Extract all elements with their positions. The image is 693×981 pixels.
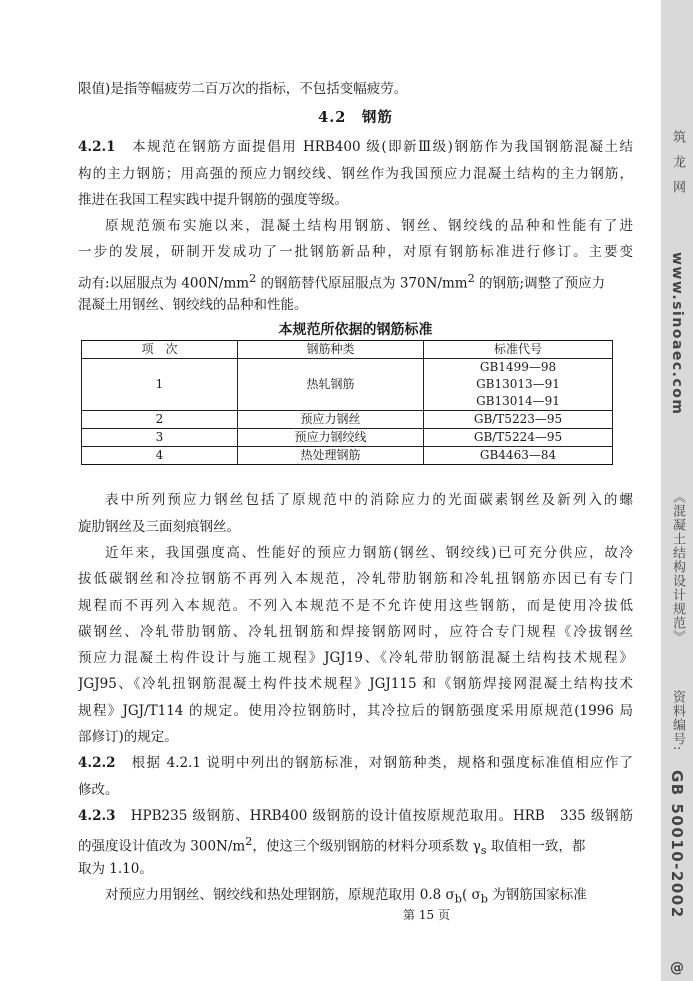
page-footer <box>0 906 693 923</box>
table-cell: 预应力钢丝 <box>238 411 424 429</box>
text-line: 旋肋钢丝及三面刻痕钢丝。 <box>78 518 240 535</box>
clause-number: 4.2.2 <box>78 755 116 772</box>
at-icon: @ <box>670 960 684 976</box>
text-line: 预应力混凝土构件设计与施工规程》JGJ19、《冷轧带肋钢筋混凝土结构技术规程》 <box>78 650 633 667</box>
table-cell: 预应力钢绞线 <box>238 429 424 447</box>
text-segment: 为钢筋国家标准 <box>487 886 587 903</box>
page-number: 第 15 页 <box>403 908 450 922</box>
table-cell: 2 <box>82 411 238 429</box>
watermark-sidebar <box>661 0 693 981</box>
clause-4-2-3 <box>78 803 633 829</box>
text-line-with-units <box>78 829 633 855</box>
text-line: 原规范颁布实施以来，混凝土结构用钢筋、钢丝、钢绞线的品种和性能有了进 <box>105 218 633 235</box>
text-line: 拔低碳钢丝和冷拉钢筋不再列入本规范，冷轧带肋钢筋和冷轧扭钢筋亦因已有专门 <box>78 571 633 588</box>
text-line: HPB235 级钢筋、HRB400 级钢筋的设计值按原规范取用。HRB 335 级钢筋 <box>130 807 633 824</box>
sidebar-ref-label: 资料编号: <box>670 690 685 752</box>
subscript: b <box>454 892 462 906</box>
subscript: s <box>480 844 487 856</box>
text-segment: 的钢筋替代原屈服点为 370N/mm <box>256 275 468 292</box>
table-row <box>82 429 613 447</box>
sidebar-ref-code: GB 50010-2002 <box>668 770 686 919</box>
text-line: 修改。 <box>78 781 119 798</box>
text-line: 本规范在钢筋方面提倡用 HRB400 级(即新Ⅲ级)钢筋作为我国钢筋混凝土结 <box>132 139 633 156</box>
text-segment: ，使这三个级别钢筋的材料分项系数 γ <box>252 838 481 855</box>
text-line: 推进在我国工程实践中提升钢筋的强度等级。 <box>78 191 348 208</box>
table-row <box>82 359 613 411</box>
text-line: 规程》JGJ/T114 的规定。使用冷拉钢筋时，其冷拉后的钢筋强度采用原规范(1996 局 <box>78 702 633 719</box>
table-cell <box>424 359 613 411</box>
text-line: 根据 4.2.1 说明中列出的钢筋标准，对钢筋种类，规格和强度标准值相应作了 <box>131 755 633 772</box>
sidebar-site-name: 筑 龙 网 <box>670 130 685 198</box>
standard-code: GB13014—91 <box>476 394 560 409</box>
table-cell: 4 <box>82 447 238 465</box>
clause-number: 4.2.3 <box>78 807 116 824</box>
superscript: 2 <box>467 271 475 285</box>
table-cell: 热处理钢筋 <box>238 447 424 465</box>
text-line: 构的主力钢筋；用高强的预应力钢绞线、钢丝作为我国预应力混凝土结构的主力钢筋， <box>78 165 633 182</box>
text-line: 限值)是指等幅疲劳二百万次的指标，不包括变幅疲劳。 <box>78 81 408 97</box>
column-header: 标准代号 <box>424 341 613 359</box>
text-line-with-units <box>78 266 633 292</box>
column-header: 项 次 <box>82 341 238 359</box>
sidebar-book-title: 《混凝土结构设计规范》 <box>670 490 685 644</box>
standard-code: GB1499—98 <box>479 360 557 375</box>
table-cell: GB/T5223—95 <box>424 411 613 429</box>
table-cell: GB/T5224—95 <box>424 429 613 447</box>
table-caption: 本规范所依据的钢筋标准 <box>278 322 433 339</box>
text-segment: 的强度设计值改为 300N/m <box>78 838 246 855</box>
table-cell: 3 <box>82 429 238 447</box>
table-cell: GB4463—84 <box>424 447 613 465</box>
text-line: 一步的发展，研制开发成功了一批钢筋新品种，对原有钢筋标准进行修订。主要变 <box>78 244 633 261</box>
text-line: 表中所列预应力钢丝包括了原规范中的消除应力的光面碳素钢丝及新列入的螺 <box>105 492 633 509</box>
text-segment: 的钢筋;调整了预应力 <box>474 275 606 292</box>
text-segment: 取值相一致，都 <box>486 838 586 855</box>
text-line: 规程而不再列入本规范。不列入本规范不是不允许使用这些钢筋，而是使用冷拔低 <box>78 597 633 614</box>
clause-4-2-2 <box>78 750 633 776</box>
table-cell: 热轧钢筋 <box>238 359 424 411</box>
clause-number: 4.2.1 <box>78 139 116 156</box>
superscript: 2 <box>249 271 257 285</box>
text-line: 取为 1.10。 <box>78 860 153 877</box>
text-line: 混凝土用钢丝、钢绞线的品种和性能。 <box>78 297 308 314</box>
text-line: 近年来，我国强度高、性能好的预应力钢筋(钢丝、钢绞线)已可充分供应，故冷 <box>105 544 633 561</box>
superscript: 2 <box>245 835 253 849</box>
standard-code: GB13013—91 <box>476 377 560 392</box>
text-segment: 动有:以屈服点为 400N/mm <box>78 275 250 292</box>
section-heading: 4.2 钢筋 <box>318 109 393 127</box>
subscript: b <box>480 892 488 906</box>
text-segment: 对预应力用钢丝、钢绞线和热处理钢筋，原规范取用 0.8 σ <box>105 886 455 903</box>
table-cell: 1 <box>82 359 238 411</box>
sidebar-url: www.sinoaec.com <box>669 252 685 416</box>
steel-standards-table <box>81 340 613 465</box>
page-body <box>78 76 633 908</box>
text-line: JGJ95、《冷轧扭钢筋混凝土构件技术规程》JGJ115 和《钢筋焊接网混凝土结构技术 <box>78 676 633 693</box>
text-segment: ( σ <box>461 886 481 903</box>
text-line-with-symbols <box>78 882 633 908</box>
text-line: 碳钢丝、冷轧带肋钢筋、冷轧扭钢筋和焊接钢筋网时，应符合专门规程《冷拔钢丝 <box>78 623 633 640</box>
text-line: 部修订)的规定。 <box>78 729 178 746</box>
clause-4-2-1 <box>78 134 633 160</box>
table-row <box>82 447 613 465</box>
column-header: 钢筋种类 <box>238 341 424 359</box>
table-row <box>82 411 613 429</box>
